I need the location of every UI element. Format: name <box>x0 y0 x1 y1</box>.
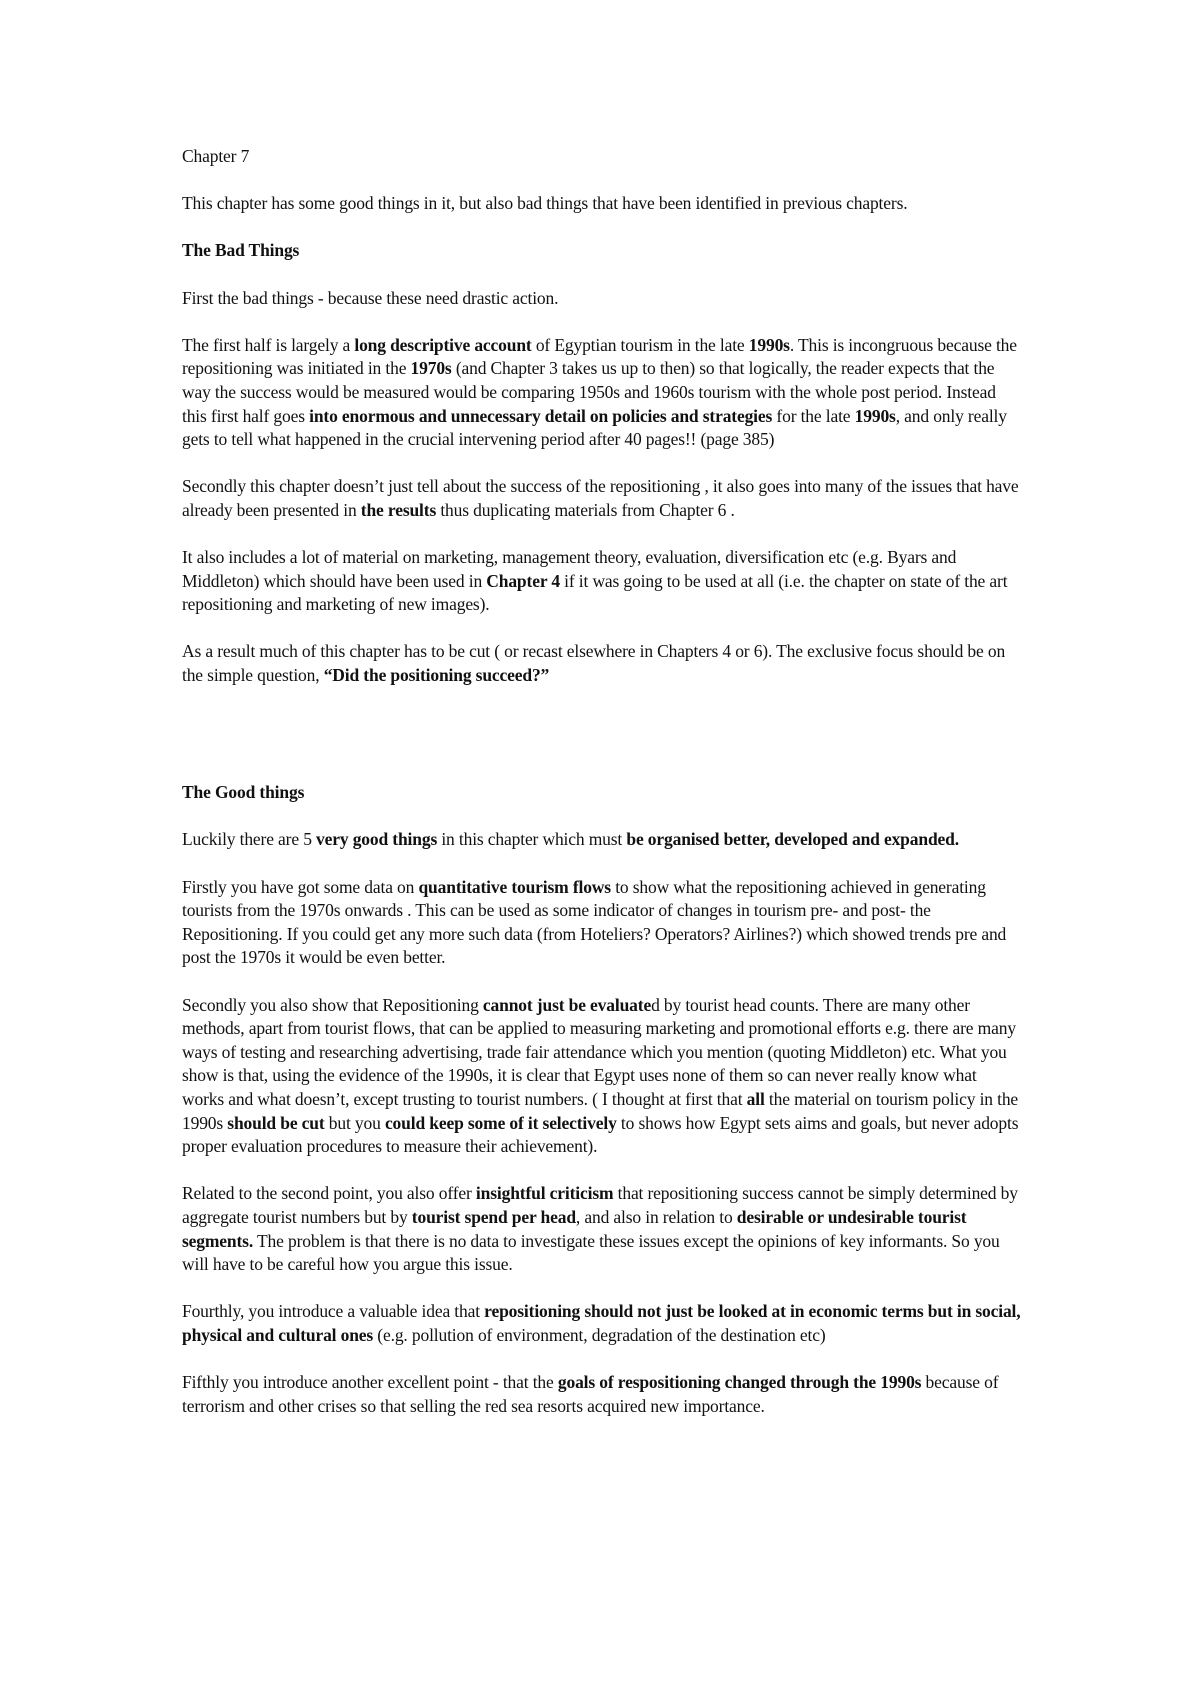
good-paragraph-4 <box>182 1182 1022 1276</box>
bad-paragraph-2 <box>182 334 1022 452</box>
bold-text-run: long descriptive account <box>354 334 532 355</box>
text-run: . This is incongruous because the repositioning was initiated in the <box>182 334 1017 379</box>
text-run: because of terrorism and other crises so that selling the red sea resorts acquired new importance. <box>182 1372 999 1416</box>
bold-text-run: should be cut <box>227 1112 325 1133</box>
bad-paragraph-4 <box>182 546 1022 617</box>
text-run: As a result much of this chapter has to be cut ( or recast elsewhere in Chapters 4 or 6). The exclusive focus should be on the simple question, <box>182 641 1006 686</box>
text-run: Fifthly you introduce another excellent point - that the <box>182 1372 558 1393</box>
bold-text-run: Chapter 4 <box>486 570 560 591</box>
good-paragraph-5 <box>182 1300 1022 1347</box>
good-paragraph-1 <box>182 828 1022 852</box>
text-run: , and only really gets to tell what happened in the crucial intervening period after 40 pages!! (page 385) <box>182 405 1007 450</box>
text-run: (e.g. pollution of environment, degradation of the destination etc) <box>373 1324 826 1345</box>
bold-text-run: 1990s <box>748 334 790 355</box>
bad-things-heading <box>182 239 1022 263</box>
text-run: the material on tourism policy in the 1990s <box>182 1088 1019 1133</box>
good-paragraph-3 <box>182 994 1022 1159</box>
text-run: Related to the second point, you also offer <box>182 1183 476 1204</box>
intro-paragraph: This chapter has some good things in it, but also bad things that have been identified in previous chapters. <box>182 193 908 214</box>
text-run: of Egyptian tourism in the late <box>531 334 749 355</box>
good-things-heading-text: The Good things <box>182 782 305 803</box>
text-run: d by tourist head counts. There are many other methods, apart from tourist flows, that can be applied to measuring marketing and promotional efforts e.g. there are many ways of testing and researching advertising, trade fair attendance which you mention (quoting Middleton) etc. What you show is that, using the evidence of the 1990s, it is clear that Egypt uses none of them so can never really know what works and what doesn’t, except trusting to tourist numbers. ( I thought at first that <box>182 994 1016 1109</box>
bold-text-run: very good things <box>316 829 438 850</box>
section-spacer <box>182 711 1022 781</box>
text-run: thus duplicating materials from Chapter 6 . <box>436 499 735 520</box>
text-run: Fourthly, you introduce a valuable idea that <box>182 1301 485 1322</box>
text-run: Secondly this chapter doesn’t just tell about the success of the repositioning , it also goes into many of the issues that have already been presented in <box>182 476 1019 520</box>
bold-text-run: could keep some of it selectively <box>384 1112 617 1133</box>
bold-text-run: cannot just be evaluate <box>482 994 652 1015</box>
bad-things-heading-text: The Bad Things <box>182 240 300 261</box>
chapter-title: Chapter 7 <box>182 146 250 166</box>
text-run: It also includes a lot of material on marketing, management theory, evaluation, diversification etc (e.g. Byars and Middleton) which should have been used in <box>182 547 957 591</box>
bold-text-run: into enormous and unnecessary detail on policies and strategies <box>309 405 773 426</box>
bold-text-run: 1970s <box>410 358 452 379</box>
bold-text-run: all <box>746 1088 765 1109</box>
text-run: if it was going to be used at all (i.e. the chapter on state of the art repositioning and marketing of new images). <box>182 570 1008 615</box>
text-run: The first half is largely a <box>182 334 355 355</box>
good-paragraph-2 <box>182 876 1022 970</box>
bold-text-run: repositioning should not just be looked at in economic terms but in social, physical and cultural ones <box>182 1301 1021 1345</box>
bold-text-run: insightful criticism <box>475 1183 614 1204</box>
bold-text-run: 1990s <box>854 405 896 426</box>
text-run: to show what the repositioning achieved in generating tourists from the 1970s onwards . This can be used as some indicator of changes in tourism pre- and post- the Repositioning. If you could get any more such data (from Hoteliers? Operators? Airlines?) which showed trends pre and post the 1970s it would be even better. <box>182 876 1007 968</box>
bold-text-run: be organised better, developed and expanded. <box>626 829 959 850</box>
bold-text-run: “Did the positioning succeed?” <box>323 665 550 686</box>
document-page <box>182 145 1022 1442</box>
text-run: in this chapter which must <box>437 829 627 850</box>
bad-paragraph-5 <box>182 640 1022 687</box>
text-run: (and Chapter 3 takes us up to then) so that logically, the reader expects that the way the success would be measured would be comparing 1950s and 1960s tourism with the whole post period. Instead this first half goes <box>182 358 996 426</box>
bold-text-run: goals of respositioning changed through the 1990s <box>557 1372 922 1393</box>
text-run: Firstly you have got some data on <box>182 876 419 897</box>
text-run: for the late <box>772 405 855 426</box>
text-run: but you <box>324 1112 385 1133</box>
text-run: , and also in relation to <box>575 1206 737 1227</box>
good-things-heading <box>182 781 1022 805</box>
bold-text-run: quantitative tourism flows <box>418 876 611 897</box>
bold-text-run: tourist spend per head <box>411 1206 576 1227</box>
good-paragraph-6 <box>182 1371 1022 1418</box>
bold-text-run: desirable or undesirable tourist segments. <box>182 1206 967 1251</box>
bold-text-run: the results <box>360 499 437 520</box>
text-run: that repositioning success cannot be simply determined by aggregate tourist numbers but by <box>182 1183 1018 1227</box>
bad-paragraph-3 <box>182 475 1022 522</box>
text-run: Luckily there are 5 <box>182 829 317 850</box>
text-run: to shows how Egypt sets aims and goals, but never adopts proper evaluation procedures to measure their achievement). <box>182 1112 1019 1157</box>
bad-paragraph-1: First the bad things - because these need drastic action. <box>182 287 559 308</box>
text-run: The problem is that there is no data to investigate these issues except the opinions of key informants. So you will have to be careful how you argue this issue. <box>182 1230 1000 1275</box>
text-run: Secondly you also show that Repositioning <box>182 994 483 1015</box>
